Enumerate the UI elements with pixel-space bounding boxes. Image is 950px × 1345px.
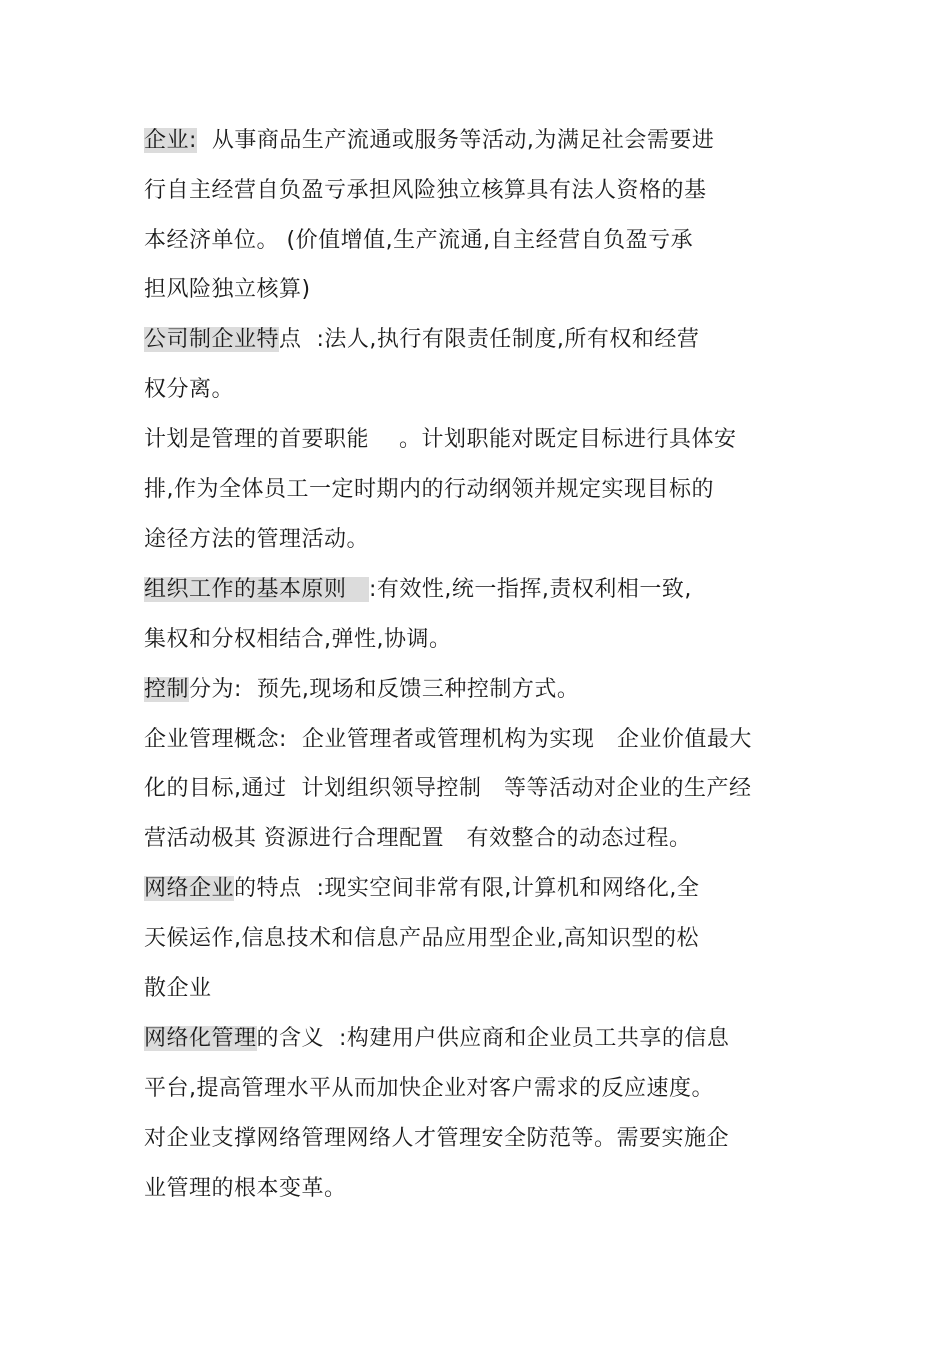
text-line [144,225,693,257]
text-line [144,474,714,506]
text-line [144,1023,729,1055]
line-text: 散企业 [144,976,212,1001]
line-text: 天候运作,信息技术和信息产品应用型企业,高知识型的松 [144,926,699,951]
line-text: 权分离。 [144,377,235,402]
line-text: 点 :法人,执行有限责任制度,所有权和经营 [279,327,700,352]
text-line [144,324,699,356]
line-text: 企业管理概念: 企业管理者或管理机构为实现 企业价值最大 [144,727,752,752]
line-text: 途径方法的管理活动。 [144,527,370,552]
text-line [144,624,452,656]
line-text: 的特点 :现实空间非常有限,计算机和网络化,全 [234,876,700,901]
line-text: 担风险独立核算) [144,277,311,302]
highlighted-term: 公司制企业特 [144,327,280,352]
text-line [144,724,752,756]
line-text: 从事商品生产流通或服务等活动,为满足社会需要进 [196,128,715,153]
highlighted-term: 企业: [144,128,197,153]
text-line [144,574,692,606]
line-text: 平台,提高管理水平从而加快企业对客户需求的反应速度。 [144,1076,714,1101]
line-text: 的含义 :构建用户供应商和企业员工共享的信息 [256,1026,730,1051]
line-text: 业管理的根本变革。 [144,1176,347,1201]
highlighted-term: 控制 [144,677,190,702]
line-text: 化的目标,通过 计划组织领导控制 等等活动对企业的生产经 [144,776,752,801]
text-line [144,1123,729,1155]
line-text: 本经济单位。 (价值增值,生产流通,自主经营自负盈亏承 [144,228,694,253]
text-line [144,823,691,855]
text-line [144,1073,714,1105]
highlighted-term: 组织工作的基本原则 [144,577,369,602]
text-line [144,923,699,955]
text-line [144,873,699,905]
text-line [144,973,212,1005]
line-text: 对企业支撑网络管理网络人才管理安全防范等。需要实施企 [144,1126,730,1151]
text-line [144,125,714,157]
text-line [144,374,234,406]
line-text: 分为: 预先,现场和反馈三种控制方式。 [189,677,580,702]
line-text: 集权和分权相结合,弹性,协调。 [144,627,452,652]
highlighted-term: 网络企业 [144,876,235,901]
text-line [144,773,751,805]
text-line [144,424,736,456]
text-line [144,274,311,306]
line-text: 行自主经营自负盈亏承担风险独立核算具有法人资格的基 [144,178,707,203]
text-line [144,1173,347,1205]
text-line [144,524,369,556]
text-line [144,674,579,706]
text-line [144,175,707,207]
line-text: 营活动极其 资源进行合理配置 有效整合的动态过程。 [144,826,692,851]
line-text: 计划是管理的首要职能 。计划职能对既定目标进行具体安 [144,427,737,452]
line-text: :有效性,统一指挥,责权利相一致, [368,577,692,602]
line-text: 排,作为全体员工一定时期内的行动纲领并规定实现目标的 [144,477,714,502]
highlighted-term: 网络化管理 [144,1026,257,1051]
